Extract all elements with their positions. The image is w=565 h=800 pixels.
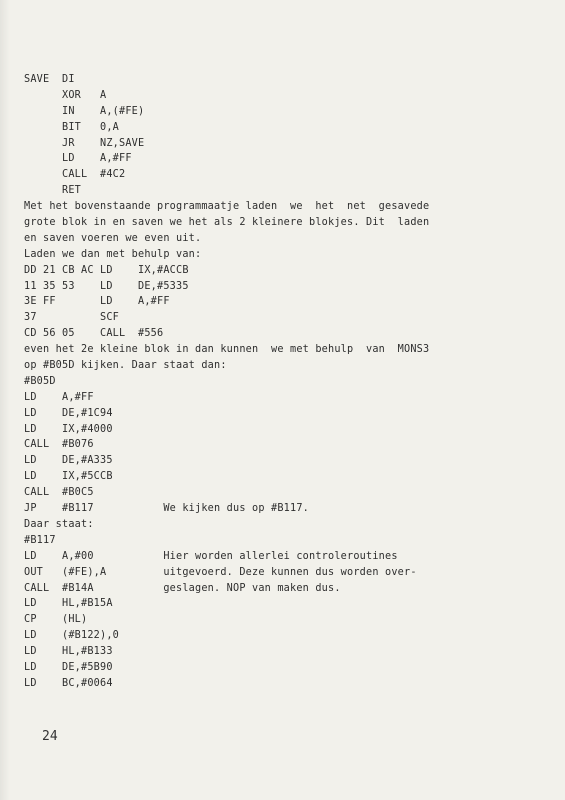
- listing-line: LD A,#00 Hier worden allerlei controleroutines: [24, 550, 398, 562]
- text-line: Met het bovenstaande programmaatje laden we het net gesavede: [24, 201, 430, 213]
- listing-line: JR NZ,SAVE: [24, 137, 145, 149]
- listing-line: 37 SCF: [24, 312, 120, 324]
- listing-line: LD BC,#0064: [24, 677, 113, 689]
- listing-line: LD DE,#1C94: [24, 407, 113, 419]
- listing-line: CD 56 05 CALL #556: [24, 328, 164, 340]
- listing-line: LD HL,#B133: [24, 646, 113, 658]
- address-label: #B117: [24, 534, 56, 546]
- listing-line: BIT 0,A: [24, 121, 120, 133]
- listing-line: OUT (#FE),A uitgevoerd. Deze kunnen dus worden over-: [24, 566, 417, 578]
- listing-line: LD A,#FF: [24, 391, 94, 403]
- listing-line: XOR A: [24, 89, 107, 101]
- text-line: Daar staat:: [24, 518, 94, 530]
- listing-line: LD DE,#5B90: [24, 661, 113, 673]
- address-label: #B05D: [24, 375, 56, 387]
- assembly-listing: [24, 72, 549, 692]
- listing-line: LD IX,#4000: [24, 423, 113, 435]
- listing-line: IN A,(#FE): [24, 105, 145, 117]
- listing-line: SAVE DI: [24, 74, 75, 85]
- text-line: Laden we dan met behulp van:: [24, 248, 202, 260]
- listing-line: LD DE,#A335: [24, 455, 113, 467]
- listing-line: DD 21 CB AC LD IX,#ACCB: [24, 264, 189, 276]
- listing-line: LD HL,#B15A: [24, 598, 113, 610]
- listing-line: LD A,#FF: [24, 153, 132, 165]
- listing-line: LD (#B122),0: [24, 630, 120, 642]
- text-line: even het 2e kleine blok in dan kunnen we met behulp van MONS3: [24, 344, 430, 356]
- listing-line: CALL #B0C5: [24, 487, 94, 499]
- page-number: 24: [42, 729, 58, 744]
- listing-line: JP #B117 We kijken dus op #B117.: [24, 503, 310, 515]
- listing-line: 3E FF LD A,#FF: [24, 296, 170, 308]
- listing-line: LD IX,#5CCB: [24, 471, 113, 483]
- listing-line: CP (HL): [24, 614, 88, 626]
- listing-line: CALL #4C2: [24, 169, 126, 181]
- text-line: grote blok in en saven we het als 2 kleinere blokjes. Dit laden: [24, 217, 430, 229]
- listing-line: RET: [24, 185, 82, 197]
- listing-line: CALL #B14A geslagen. NOP van maken dus.: [24, 582, 341, 594]
- listing-line: CALL #B076: [24, 439, 94, 451]
- text-line: en saven voeren we even uit.: [24, 232, 202, 244]
- listing-line: 11 35 53 LD DE,#5335: [24, 280, 189, 292]
- text-line: op #B05D kijken. Daar staat dan:: [24, 360, 227, 372]
